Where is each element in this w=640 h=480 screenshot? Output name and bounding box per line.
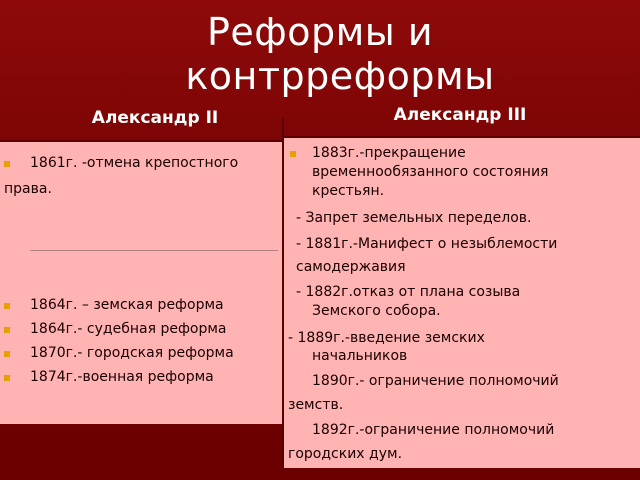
bullet-icon <box>4 303 10 309</box>
right-item-1892: 1892г.-ограничение полномочий <box>312 422 555 438</box>
bullet-icon <box>4 161 10 167</box>
right-item-1889-cont: начальников <box>312 348 408 364</box>
left-item-1864-zemstvo: 1864г. – земская реформа <box>30 297 224 313</box>
left-item-1864-court: 1864г.- судебная реформа <box>30 321 227 337</box>
right-item-1883-cont1: временнообязанного состояния <box>312 164 549 180</box>
right-item-1889: - 1889г.-введение земских <box>288 330 485 346</box>
right-item-1881: - 1881г.-Манифест о незыблемости <box>296 236 558 252</box>
bullet-icon <box>4 351 10 357</box>
right-item-1890: 1890г.- ограничение полномочий <box>312 373 559 389</box>
title-line-1: Реформы и <box>206 10 434 54</box>
slide-title <box>0 10 640 98</box>
right-item-1883: 1883г.-прекращение <box>312 145 466 161</box>
bullet-icon <box>290 151 296 157</box>
left-separator <box>30 250 278 251</box>
right-item-1882-cont: Земского собора. <box>312 303 441 319</box>
bullet-icon <box>4 327 10 333</box>
title-line-2: контрреформы <box>185 54 495 98</box>
column-header-left: Александр II <box>91 108 219 128</box>
column-header-right: Александр III <box>393 105 527 125</box>
right-item-1890-cont: земств. <box>288 397 344 413</box>
bullet-icon <box>4 375 10 381</box>
left-item-1870: 1870г.- городская реформа <box>30 345 234 361</box>
right-item-1883-cont2: крестьян. <box>312 183 385 199</box>
right-item-land: - Запрет земельных переделов. <box>296 210 532 226</box>
left-item-1861: 1861г. -отмена крепостного <box>30 155 239 171</box>
right-item-1881-cont: самодержавия <box>296 259 406 275</box>
right-item-1892-cont: городских дум. <box>288 446 403 462</box>
right-item-1882: - 1882г.отказ от плана созыва <box>296 284 521 300</box>
left-item-1861-cont: права. <box>4 181 52 197</box>
left-item-1874: 1874г.-военная реформа <box>30 369 214 385</box>
